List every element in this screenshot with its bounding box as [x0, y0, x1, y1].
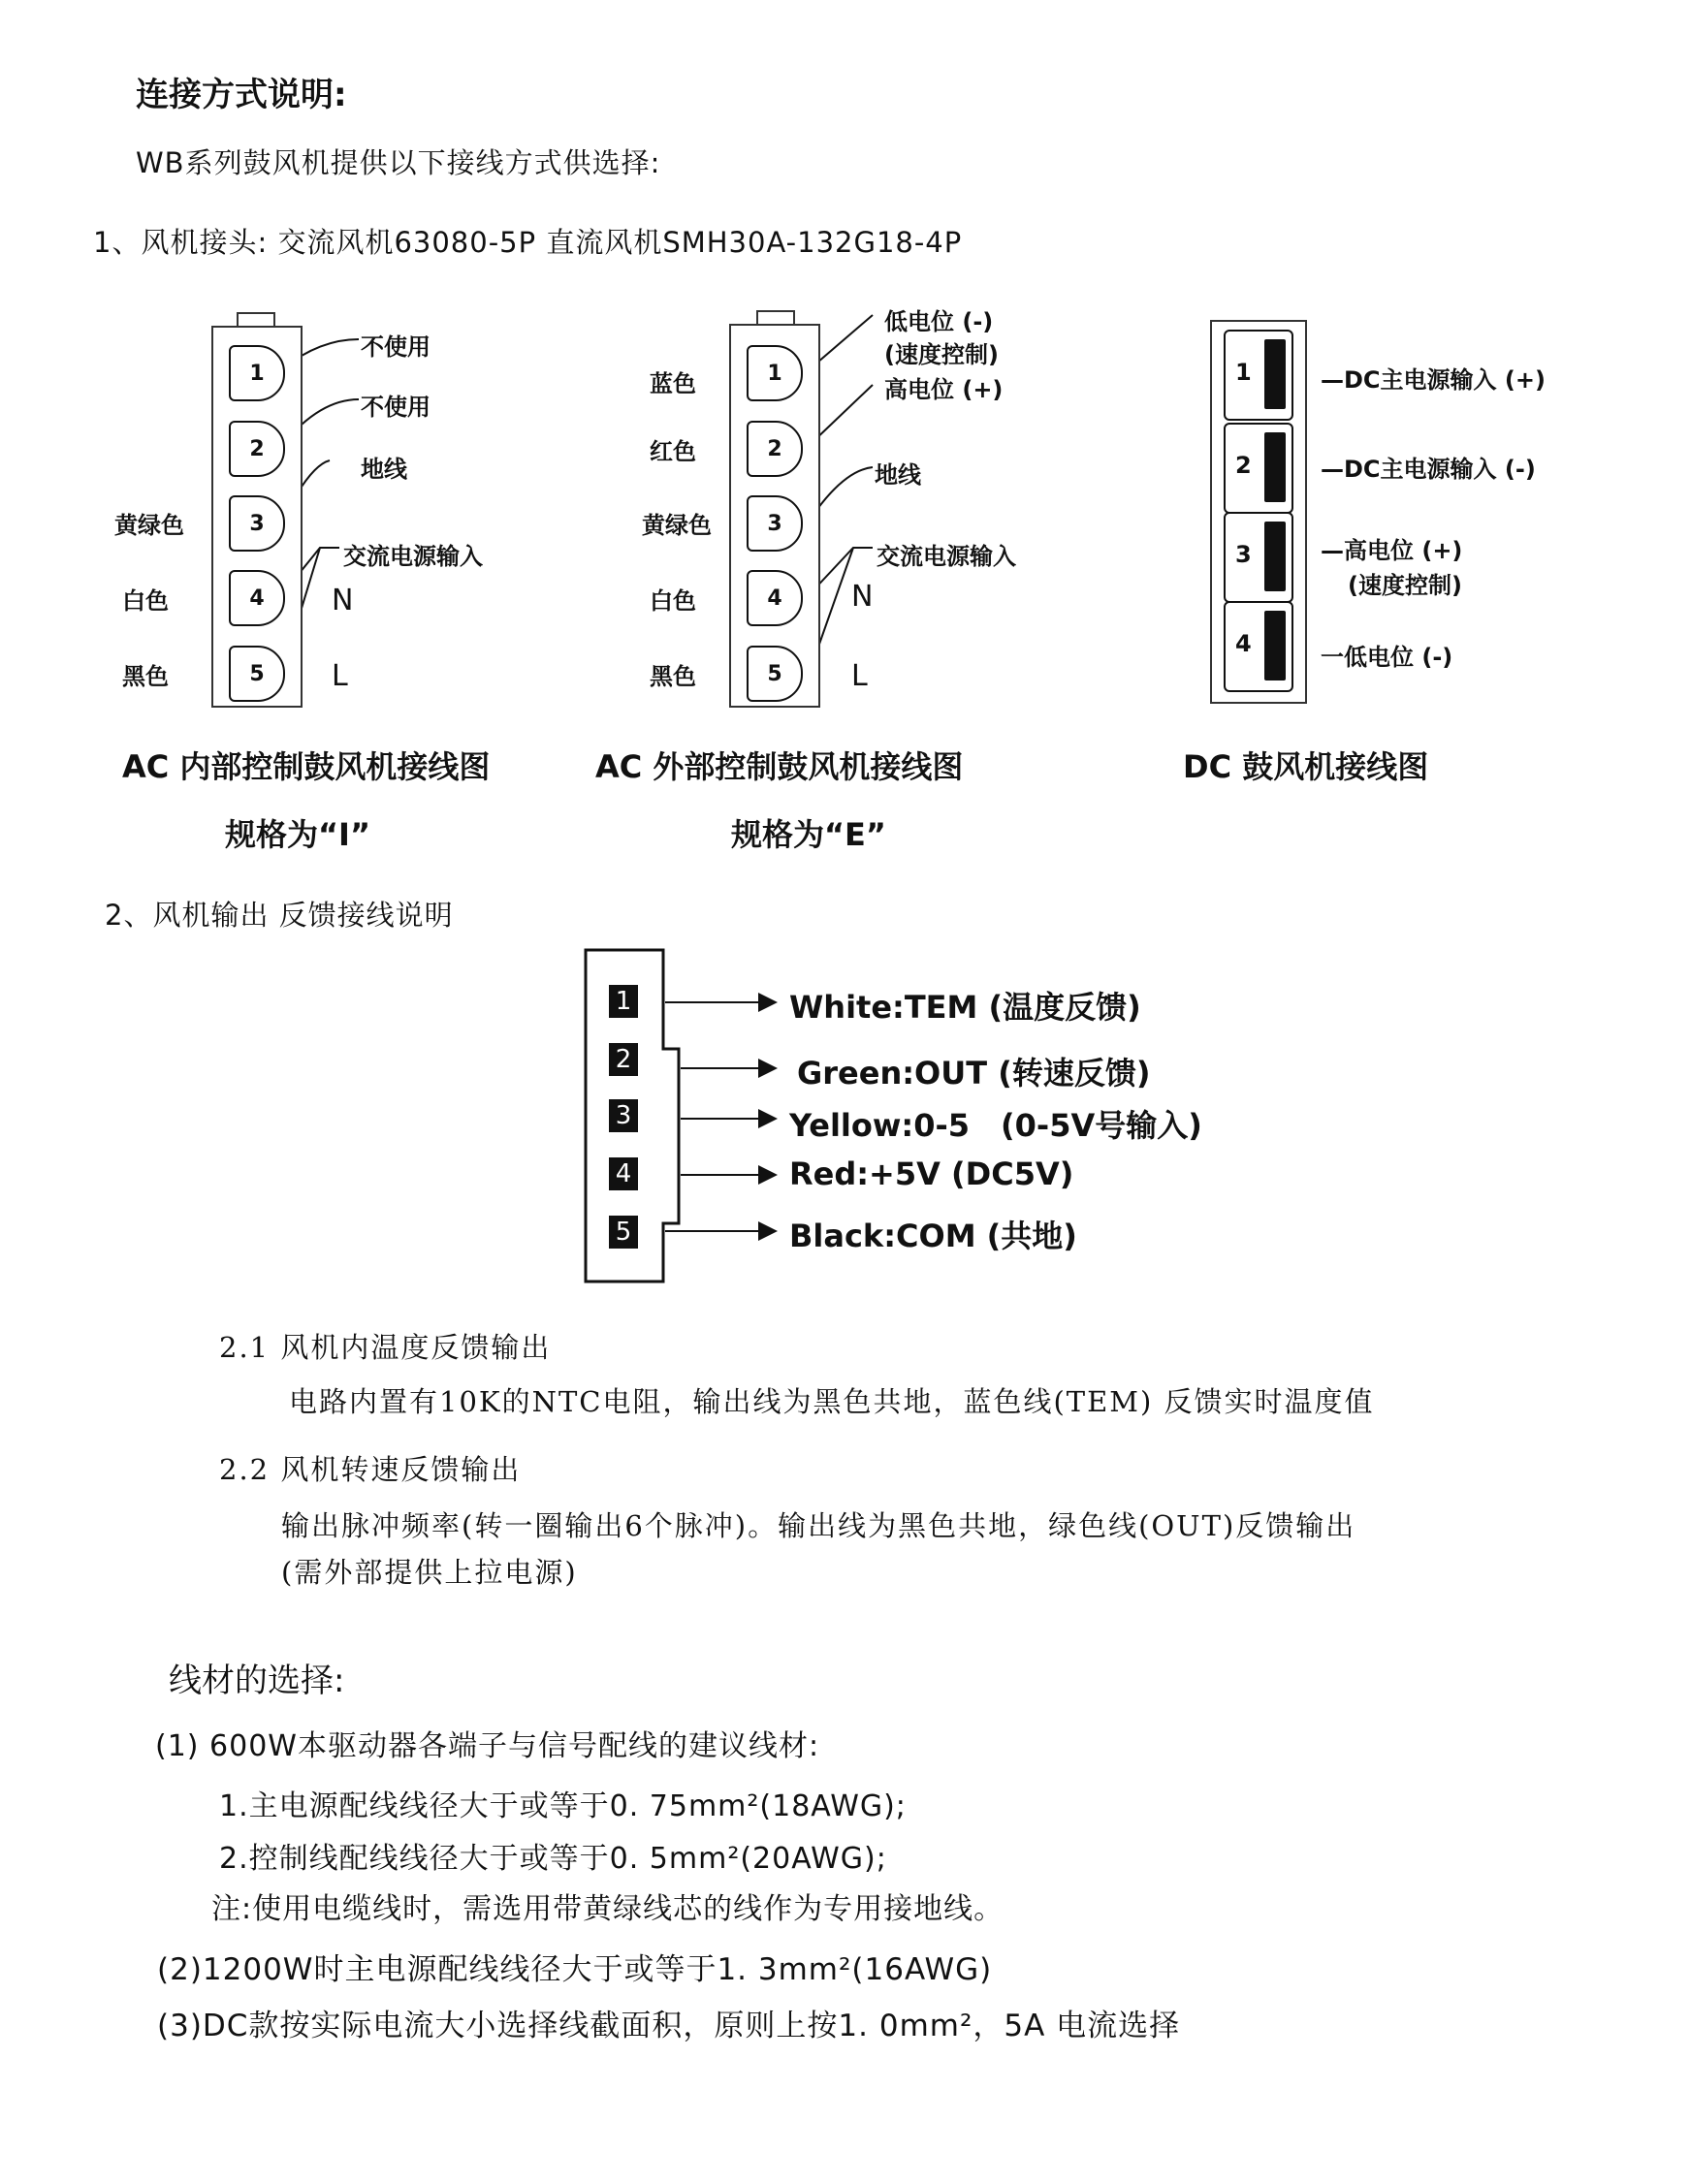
pin-function-label: 高电位 (+)	[884, 376, 1004, 403]
subsection-2-2-note: (需外部提供上拉电源)	[281, 1556, 578, 1589]
feedback-pin-1: 1	[609, 985, 638, 1018]
subsection-2-1-title: 2.1 风机内温度反馈输出	[219, 1331, 552, 1364]
wire-item-1b: 2.控制线配线线径大于或等于0. 5mm²(20AWG);	[219, 1842, 887, 1876]
pin-5: 5	[229, 646, 285, 702]
feedback-pin-5: 5	[609, 1216, 638, 1249]
pin-3: 3	[229, 495, 285, 552]
pin-function-label: 一低电位 (-)	[1321, 644, 1453, 671]
wire-item-1: (1) 600W本驱动器各端子与信号配线的建议线材:	[155, 1729, 820, 1763]
pin-3: 3	[747, 495, 803, 552]
page-title: 连接方式说明:	[136, 76, 347, 114]
diagram-caption: DC 鼓风机接线图	[1183, 748, 1429, 785]
wire-color-label: 红色	[650, 438, 696, 465]
dc-pin-1: 1	[1224, 330, 1293, 421]
pin-function-label: (速度控制)	[884, 341, 999, 368]
pin-function-label: 不使用	[361, 333, 430, 361]
wire-selection-title: 线材的选择:	[169, 1662, 345, 1700]
feedback-pin-3: 3	[609, 1099, 638, 1132]
pin-4: 4	[747, 570, 803, 626]
neutral-label: N	[332, 584, 354, 617]
subsection-2-1-body: 电路内置有10K的NTC电阻，输出线为黑色共地，蓝色线(TEM) 反馈实时温度值	[289, 1385, 1375, 1418]
pin-2: 2	[229, 421, 285, 477]
wire-color-label: 黑色	[122, 663, 169, 690]
pin-function-label: 交流电源输入	[343, 543, 483, 570]
wire-color-label: 白色	[122, 587, 169, 615]
wire-item-1a: 1.主电源配线线径大于或等于0. 75mm²(18AWG);	[219, 1789, 907, 1823]
pin-4: 4	[229, 570, 285, 626]
diagram-spec: 规格为“I”	[225, 816, 370, 853]
feedback-pin-4: 4	[609, 1157, 638, 1190]
subsection-2-2-body: 输出脉冲频率(转一圈输出6个脉冲)。输出线为黑色共地，绿色线(OUT)反馈输出	[281, 1509, 1356, 1542]
diagram-caption: AC 内部控制鼓风机接线图	[122, 748, 491, 785]
live-label: L	[332, 659, 348, 693]
feedback-label: Yellow:0-5 (0-5V号输入)	[789, 1107, 1202, 1144]
pin-function-label: 交流电源输入	[877, 543, 1016, 570]
feedback-label: Green:OUT (转速反馈)	[797, 1055, 1151, 1092]
pin-function-label: 地线	[875, 461, 921, 489]
dc-pin-4: 4	[1224, 601, 1293, 692]
dc-pin-2: 2	[1224, 423, 1293, 514]
pin-1: 1	[229, 345, 285, 401]
wire-item-note: 注:使用电缆线时，需选用带黄绿线芯的线作为专用接地线。	[211, 1892, 1004, 1926]
neutral-label: N	[851, 580, 874, 614]
feedback-label: Black:COM (共地)	[789, 1218, 1077, 1254]
pin-function-label: 不使用	[361, 394, 430, 421]
feedback-label: White:TEM (温度反馈)	[789, 989, 1141, 1026]
section-2-heading: 2、风机输出 反馈接线说明	[105, 899, 454, 932]
wire-color-label: 黄绿色	[114, 512, 184, 539]
section-1-heading: 1、风机接头: 交流风机63080-5P 直流风机SMH30A-132G18-4P	[93, 226, 963, 259]
pin-5: 5	[747, 646, 803, 702]
dc-pin-3: 3	[1224, 512, 1293, 603]
wire-color-label: 白色	[650, 587, 696, 615]
feedback-label: Red:+5V (DC5V)	[789, 1155, 1074, 1192]
wire-color-label: 黄绿色	[642, 512, 712, 539]
feedback-pin-2: 2	[609, 1043, 638, 1076]
wire-color-label: 蓝色	[650, 370, 696, 397]
pin-function-label: (速度控制)	[1348, 572, 1462, 599]
pin-function-label: —高电位 (+)	[1321, 537, 1463, 564]
subsection-2-2-title: 2.2 风机转速反馈输出	[219, 1453, 522, 1486]
pin-function-label: 低电位 (-)	[884, 308, 994, 335]
live-label: L	[851, 659, 868, 693]
diagram-caption: AC 外部控制鼓风机接线图	[595, 748, 964, 785]
intro-text: WB系列鼓风机提供以下接线方式供选择:	[136, 146, 661, 179]
pin-function-label: —DC主电源输入 (+)	[1321, 366, 1546, 394]
wire-color-label: 黑色	[650, 663, 696, 690]
pin-function-label: —DC主电源输入 (-)	[1321, 456, 1536, 483]
pin-1: 1	[747, 345, 803, 401]
wire-item-2: (2)1200W时主电源配线线径大于或等于1. 3mm²(16AWG)	[157, 1952, 993, 1987]
pin-function-label: 地线	[361, 456, 407, 483]
pin-2: 2	[747, 421, 803, 477]
wire-item-3: (3)DC款按实际电流大小选择线截面积，原则上按1. 0mm²，5A 电流选择	[157, 2009, 1181, 2043]
diagram-spec: 规格为“E”	[731, 816, 886, 853]
